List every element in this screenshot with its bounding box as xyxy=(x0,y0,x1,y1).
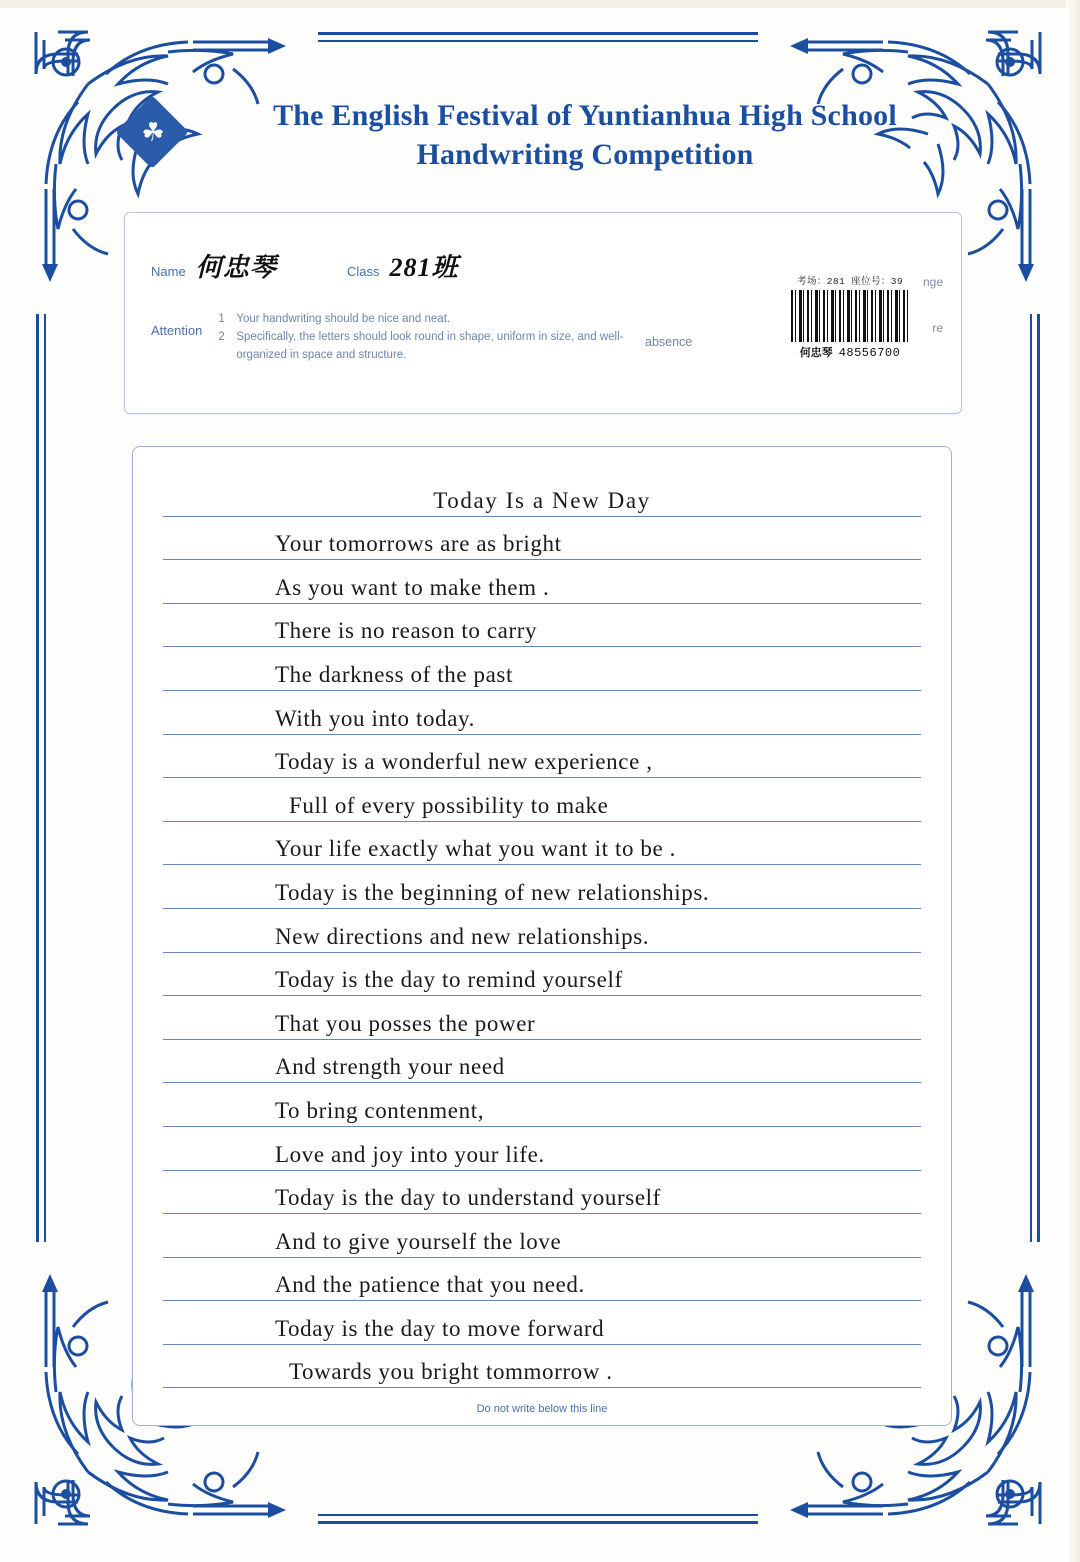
handwriting-text: Today Is a New Day xyxy=(433,487,651,513)
ruled-lines xyxy=(163,477,921,1391)
handwriting-line xyxy=(163,1175,921,1219)
barcode-caption xyxy=(785,344,915,360)
handwriting-text: Love and joy into your life. xyxy=(275,1141,545,1167)
absence-label: absence xyxy=(645,335,693,349)
handwriting-text: As you want to make them . xyxy=(275,574,550,600)
rule-line xyxy=(163,1344,921,1345)
barcode-icon xyxy=(791,290,909,342)
rule-line xyxy=(163,952,921,953)
rule-line xyxy=(163,1257,921,1258)
barcode-number: 48556700 xyxy=(838,346,901,360)
attention-list xyxy=(218,311,631,364)
handwriting-line xyxy=(163,651,921,695)
name-field xyxy=(151,247,286,287)
rule-line xyxy=(163,777,921,778)
attention-item-number: 2 xyxy=(218,330,225,343)
rule-line xyxy=(163,1082,921,1083)
border-rule-top-inner xyxy=(318,40,758,42)
handwriting-text: And strength your need xyxy=(275,1054,505,1080)
handwriting-line xyxy=(163,913,921,957)
rule-line xyxy=(163,690,921,691)
handwriting-line xyxy=(163,1218,921,1262)
handwriting-text: The darkness of the past xyxy=(275,661,513,687)
border-rule-left-inner xyxy=(44,314,46,1242)
rule-line xyxy=(163,646,921,647)
handwriting-line xyxy=(163,869,921,913)
barcode-exam-info: 考场：281 座位号：39 xyxy=(797,276,903,287)
handwriting-text: And the patience that you need. xyxy=(275,1272,585,1298)
barcode-block xyxy=(785,273,915,360)
page-title-line-2: Handwriting Competition xyxy=(416,138,754,171)
attention-block xyxy=(151,311,631,364)
side-text-lower: re xyxy=(932,321,943,335)
class-value: 281班 xyxy=(389,253,459,282)
border-rule-bottom-outer xyxy=(318,1521,758,1524)
handwriting-text: Towards you bright tommorrow . xyxy=(289,1359,613,1385)
handwriting-line xyxy=(163,782,921,826)
handwriting-line xyxy=(163,695,921,739)
barcode-student-name: 何忠琴 xyxy=(799,347,833,359)
rule-line xyxy=(163,995,921,996)
handwriting-text: There is no reason to carry xyxy=(275,618,538,644)
handwriting-text: To bring contenment, xyxy=(275,1097,485,1123)
rule-line xyxy=(163,734,921,735)
handwriting-text: Your tomorrows are as bright xyxy=(275,531,562,557)
handwriting-text: Today is a wonderful new experience , xyxy=(275,749,653,775)
candidate-info-box xyxy=(124,212,962,414)
rule-line xyxy=(163,1300,921,1301)
class-label: Class xyxy=(347,264,380,279)
handwriting-text: Full of every possibility to make xyxy=(289,792,609,818)
handwriting-line xyxy=(163,826,921,870)
rule-line xyxy=(163,1170,921,1171)
handwriting-text: Today is the day to understand yourself xyxy=(275,1185,661,1211)
handwriting-text: Today is the beginning of new relationships. xyxy=(275,879,710,905)
page-title-line-1: The English Festival of Yuntianhua High School xyxy=(273,99,897,132)
rule-line xyxy=(163,1213,921,1214)
rule-line xyxy=(163,603,921,604)
handwriting-text: New directions and new relationships. xyxy=(275,923,650,949)
handwriting-line xyxy=(163,1131,921,1175)
attention-label: Attention xyxy=(151,323,203,338)
handwriting-text: Today is the day to move forward xyxy=(275,1315,605,1341)
handwriting-line xyxy=(163,477,921,521)
border-rule-right-outer xyxy=(1037,314,1040,1242)
school-logo xyxy=(120,100,186,166)
rule-line xyxy=(163,864,921,865)
handwriting-text: Today is the day to remind yourself xyxy=(275,967,623,993)
attention-item xyxy=(218,329,631,365)
document-header xyxy=(120,96,960,174)
attention-item-text: Specifically, the letters should look round in shape, uniform in size, and well-organized in space and structure. xyxy=(236,330,624,361)
rule-line xyxy=(163,1039,921,1040)
name-value: 何忠琴 xyxy=(195,253,277,282)
do-not-write-notice: Do not write below this line xyxy=(476,1403,608,1415)
handwriting-line xyxy=(163,564,921,608)
attention-item xyxy=(218,311,631,329)
border-rule-bottom-inner xyxy=(318,1514,758,1516)
logo-glyph: ☘ xyxy=(141,118,165,147)
handwriting-text: And to give yourself the love xyxy=(275,1228,562,1254)
border-rule-left-outer xyxy=(36,314,39,1242)
border-rule-right-inner xyxy=(1030,314,1032,1242)
handwriting-line xyxy=(163,739,921,783)
rule-line xyxy=(163,559,921,560)
rule-line xyxy=(163,1126,921,1127)
handwriting-line xyxy=(163,608,921,652)
handwriting-line xyxy=(163,1262,921,1306)
class-field xyxy=(347,247,480,287)
side-text-upper: nge xyxy=(922,275,943,289)
rule-line xyxy=(163,516,921,517)
handwriting-answer-area xyxy=(132,446,952,1426)
handwriting-line xyxy=(163,1044,921,1088)
handwriting-line xyxy=(163,1349,921,1393)
name-label: Name xyxy=(151,264,186,279)
page-edge-top xyxy=(0,0,1080,8)
handwriting-text: With you into today. xyxy=(275,705,475,731)
handwriting-text: That you posses the power xyxy=(275,1010,536,1036)
attention-item-number: 1 xyxy=(218,313,225,325)
handwriting-line xyxy=(163,1000,921,1044)
handwriting-line xyxy=(163,957,921,1001)
rule-line xyxy=(163,821,921,822)
rule-line xyxy=(163,1387,921,1388)
handwriting-line xyxy=(163,521,921,565)
page-edge-right xyxy=(1066,0,1080,1562)
handwriting-line xyxy=(163,1305,921,1349)
border-rule-top-outer xyxy=(318,32,758,35)
attention-item-text: Your handwriting should be nice and neat. xyxy=(236,313,451,325)
rule-line xyxy=(163,908,921,909)
handwriting-text: Your life exactly what you want it to be . xyxy=(275,836,677,862)
handwriting-line xyxy=(163,1087,921,1131)
page-title xyxy=(210,96,960,174)
